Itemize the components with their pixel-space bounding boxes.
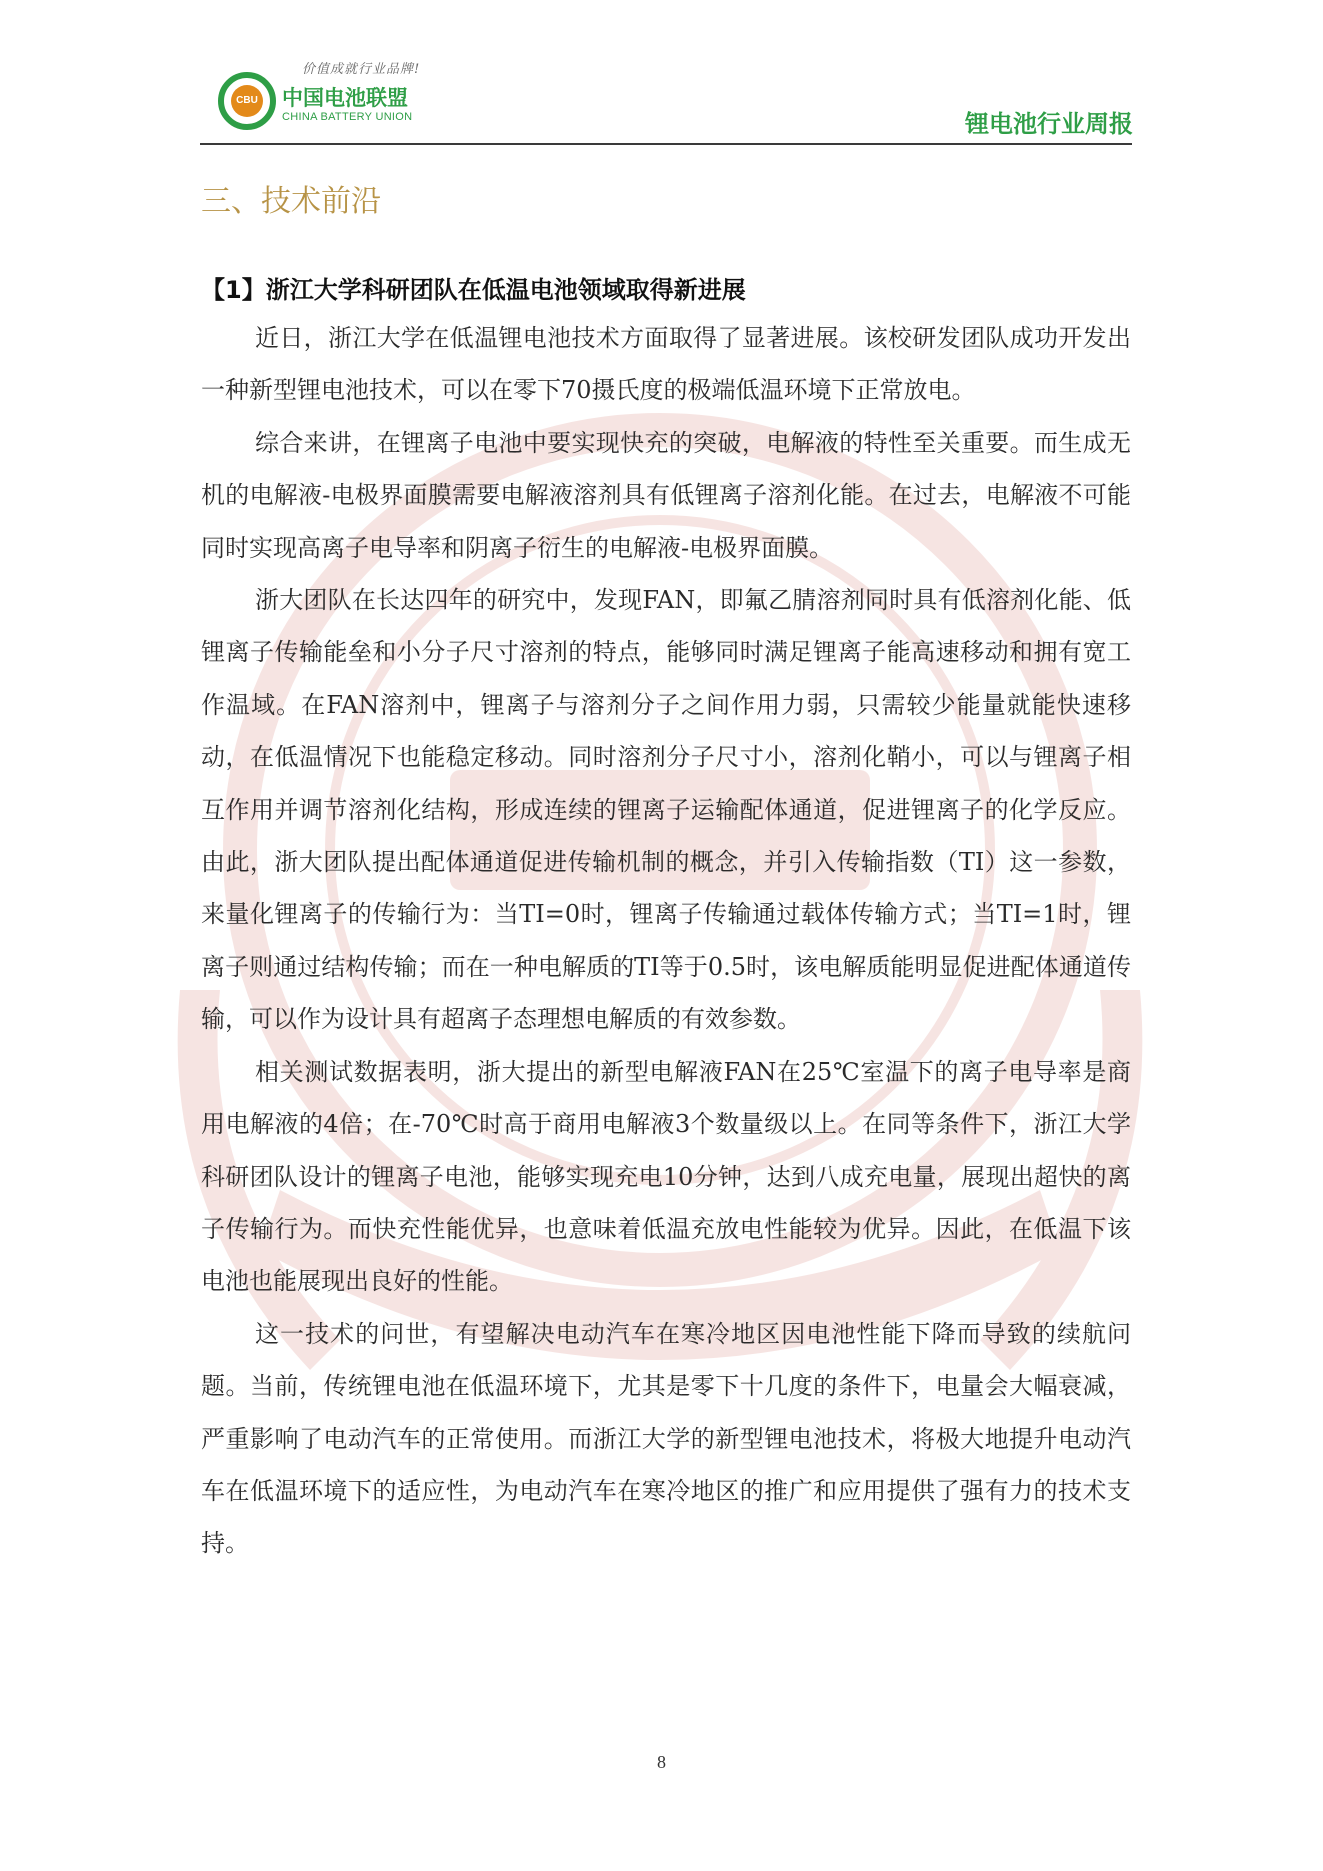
paragraph: 浙大团队在长达四年的研究中，发现FAN，即氟乙腈溶剂同时具有低溶剂化能、低锂离子传输能垒和小分子尺寸溶剂的特点，能够同时满足锂离子能高速移动和拥有宽工作温域。在FAN溶剂中，锂离子与溶剂分子之间作用力弱，只需较少能量就能快速移动，在低温情况下也能稳定移动。同时溶剂分子尺寸小，溶剂化鞘小，可以与锂离子相互作用并调节溶剂化结构，形成连续的锂离子运输配体通道，促进锂离子的化学反应。由此，浙大团队提出配体通道促进传输机制的概念，并引入传输指数（TI）这一参数，来量化锂离子的传输行为：当TI=0时，锂离子传输通过载体传输方式；当TI=1时，锂离子则通过结构传输；而在一种电解质的TI等于0.5时，该电解质能明显促进配体通道传输，可以作为设计具有超离子态理想电解质的有效参数。 — [201, 586, 1131, 1034]
header-divider — [200, 143, 1132, 145]
logo-name-cn: 中国电池联盟 — [282, 86, 408, 110]
paragraph: 近日，浙江大学在低温锂电池技术方面取得了显著进展。该校研发团队成功开发出一种新型锂电池技术，可以在零下70摄氏度的极端低温环境下正常放电。 — [201, 324, 1131, 405]
brand-logo — [218, 58, 458, 138]
section-title: 三、技术前沿 — [201, 184, 381, 219]
logo-name-en: CHINA BATTERY UNION — [282, 111, 413, 123]
paragraph: 综合来讲，在锂离子电池中要实现快充的突破，电解液的特性至关重要。而生成无机的电解液-电极界面膜需要电解液溶剂具有低锂离子溶剂化能。在过去，电解液不可能同时实现高离子电导率和阴离子衍生的电解液-电极界面膜。 — [201, 428, 1131, 562]
logo-slogan: 价值成就行业品牌! — [302, 62, 421, 77]
logo-emblem-icon — [218, 72, 276, 130]
article-title: 【1】浙江大学科研团队在低温电池领域取得新进展 — [201, 276, 746, 304]
page-number: 8 — [657, 1752, 666, 1772]
paragraph: 这一技术的问世，有望解决电动汽车在寒冷地区因电池性能下降而导致的续航问题。当前，传统锂电池在低温环境下，尤其是零下十几度的条件下，电量会大幅衰减，严重影响了电动汽车的正常使用。而浙江大学的新型锂电池技术，将极大地提升电动汽车在低温环境下的适应性，为电动汽车在寒冷地区的推广和应用提供了强有力的技术支持。 — [201, 1319, 1131, 1558]
logo-badge: CBU — [231, 85, 263, 117]
paragraph: 相关测试数据表明，浙大提出的新型电解液FAN在25℃室温下的离子电导率是商用电解液的4倍；在-70℃时高于商用电解液3个数量级以上。在同等条件下，浙江大学科研团队设计的锂离子电池，能够实现充电10分钟，达到八成充电量，展现出超快的离子传输行为。而快充性能优异，也意味着低温充放电性能较为优异。因此，在低温下该电池也能展现出良好的性能。 — [201, 1057, 1131, 1296]
report-title: 锂电池行业周报 — [965, 110, 1133, 138]
article-body — [201, 312, 1131, 1570]
